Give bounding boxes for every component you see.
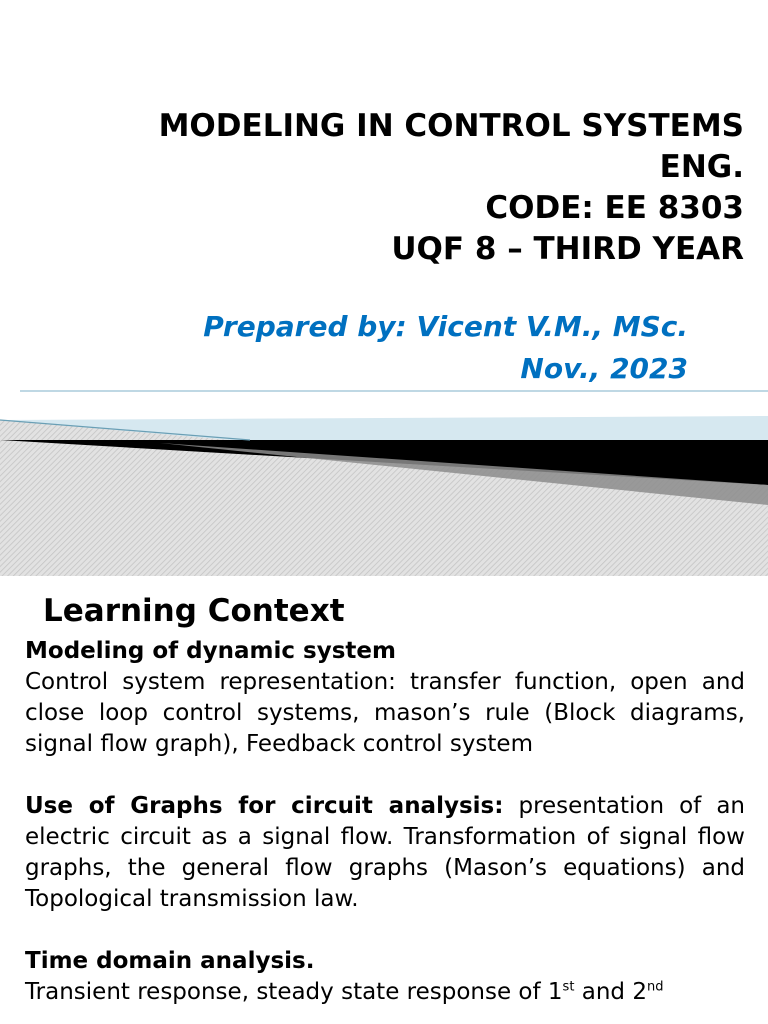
decorative-band xyxy=(0,385,768,576)
learning-context-slide xyxy=(0,576,768,1024)
title-line-eng: ENG. xyxy=(659,149,744,185)
section-body-graphs: presentation of an electric circuit as a signal flow. Transformation of signal flow graphs, the general flow graphs (Mason’s equations) and Topological transmission law. xyxy=(25,793,745,912)
title-line-course: MODELING IN CONTROL SYSTEMS xyxy=(158,108,744,144)
slide-title xyxy=(44,106,744,270)
section-heading-time-domain: Time domain analysis. xyxy=(25,948,315,974)
author-name: Prepared by: Vicent V.M., MSc. xyxy=(203,310,688,343)
slide-title: Learning Context xyxy=(43,593,345,629)
author-block xyxy=(48,306,688,390)
content-body xyxy=(25,636,745,1008)
author-date: Nov., 2023 xyxy=(520,352,688,385)
title-line-level: UQF 8 – THIRD YEAR xyxy=(391,231,744,267)
spacer xyxy=(25,915,745,946)
section-graphs xyxy=(25,791,745,915)
time-domain-text-a: Transient response, steady state response of 1 xyxy=(25,979,563,1005)
section-heading-modeling: Modeling of dynamic system xyxy=(25,638,396,664)
section-body-time-domain xyxy=(25,977,745,1008)
title-line-code: CODE: EE 8303 xyxy=(485,190,744,226)
spacer xyxy=(25,760,745,791)
time-domain-text-b: and 2 xyxy=(574,979,647,1005)
section-heading-graphs: Use of Graphs for circuit analysis: xyxy=(25,793,504,819)
sup-first: st xyxy=(562,979,575,995)
sup-second: nd xyxy=(646,979,664,995)
section-body-modeling: Control system representation: transfer function, open and close loop control systems, mason’s rule (Block diagrams, signal flow graph), Feedback control system xyxy=(25,669,745,757)
